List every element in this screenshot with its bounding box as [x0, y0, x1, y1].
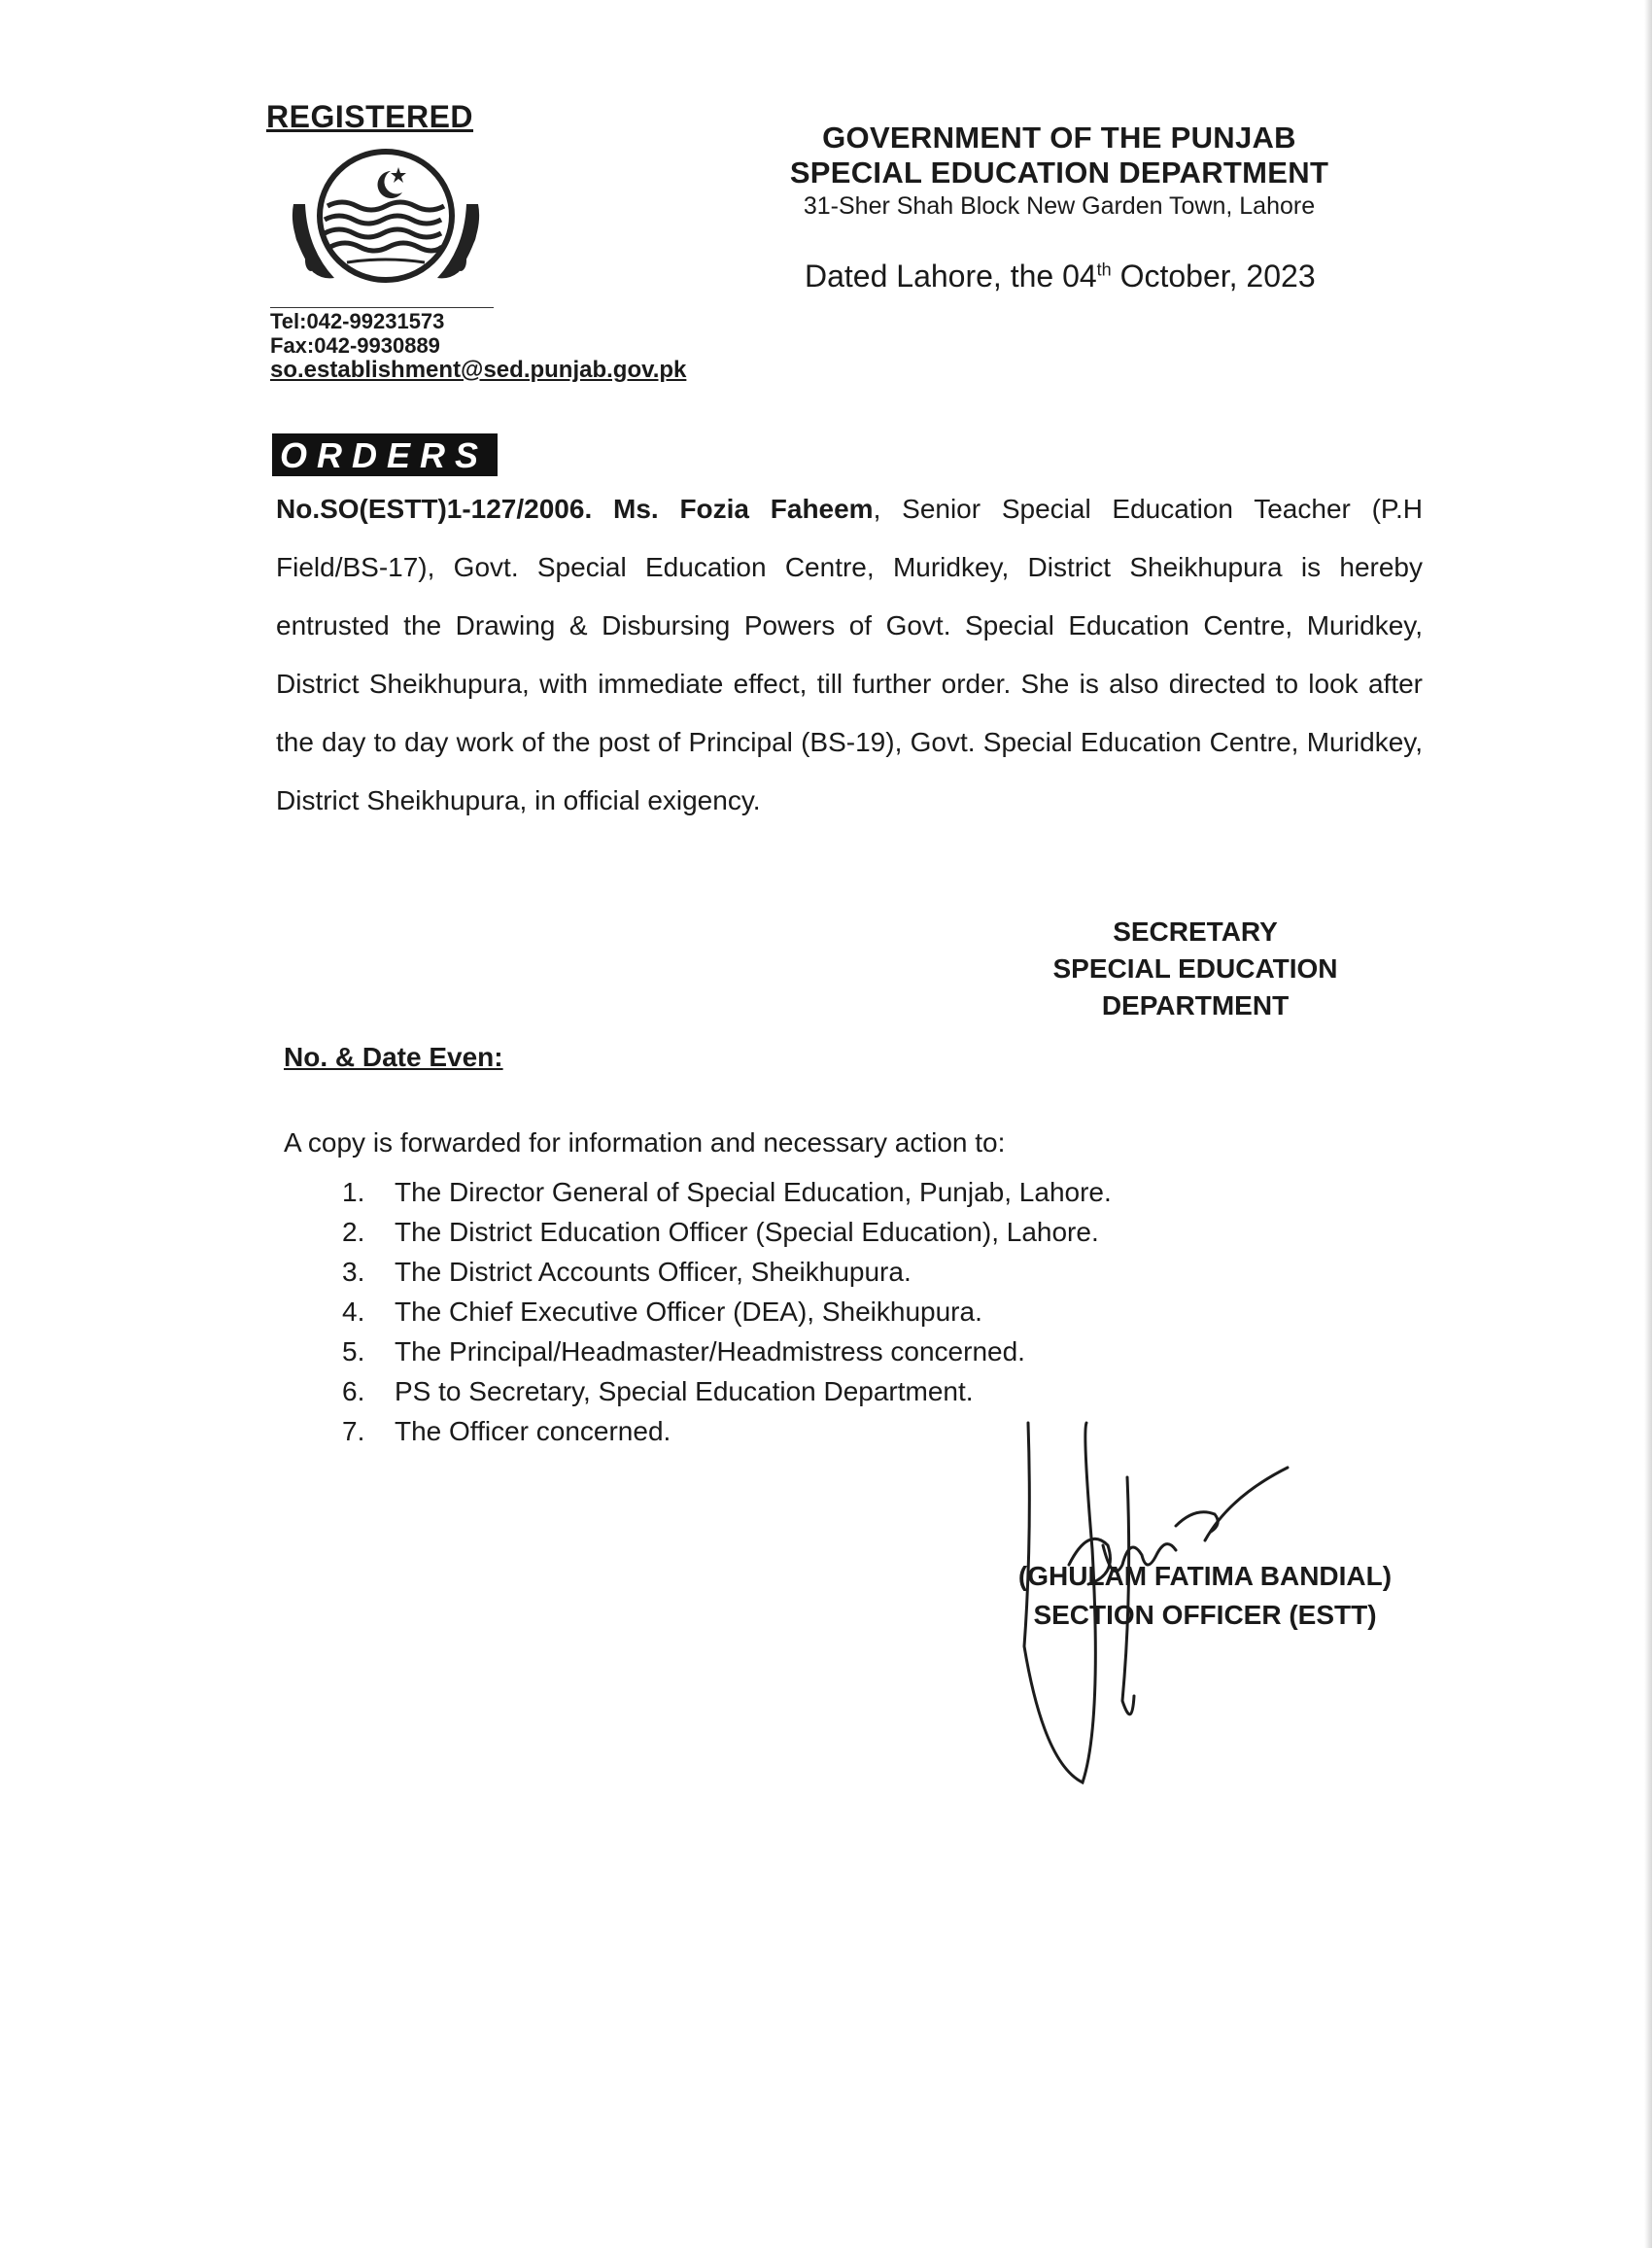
list-text: The District Accounts Officer, Sheikhupura. — [395, 1257, 912, 1287]
list-number: 3. — [342, 1257, 365, 1287]
registered-label: REGISTERED — [266, 99, 474, 134]
list-number: 6. — [342, 1376, 365, 1406]
orders-heading: ORDERS — [272, 433, 498, 476]
date-ordinal: th — [1096, 259, 1112, 280]
secretary-dept-line2: DEPARTMENT — [1101, 990, 1290, 1020]
secretary-dept-line1: SPECIAL EDUCATION — [1052, 953, 1338, 984]
list-number: 4. — [342, 1297, 365, 1327]
signatory-name: (GHULAM FATIMA BANDIAL) — [1017, 1561, 1393, 1591]
department-title: SPECIAL EDUCATION DEPARTMENT — [789, 156, 1329, 190]
list-item — [342, 1411, 1112, 1451]
secretary-block — [1011, 914, 1380, 1024]
handwritten-signature — [1011, 1419, 1302, 1788]
signatory-designation: SECTION OFFICER (ESTT) — [1033, 1600, 1377, 1630]
page-edge-shadow — [1644, 0, 1652, 2248]
list-text: The District Education Officer (Special Education), Lahore. — [395, 1217, 1099, 1247]
list-text: The Chief Executive Officer (DEA), Sheikhupura. — [395, 1297, 982, 1327]
contact-divider — [270, 307, 494, 308]
copy-intro: A copy is forwarded for information and necessary action to: — [284, 1127, 1006, 1158]
employee-name: Ms. Fozia Faheem — [613, 494, 874, 524]
list-item — [342, 1252, 1112, 1292]
list-number: 7. — [342, 1416, 365, 1446]
department-address: 31-Sher Shah Block New Garden Town, Lahore — [803, 192, 1316, 220]
recipient-list — [342, 1172, 1112, 1451]
order-body — [276, 480, 1423, 830]
list-number: 5. — [342, 1336, 365, 1366]
list-number: 1. — [342, 1177, 365, 1207]
list-number: 2. — [342, 1217, 365, 1247]
list-text: The Principal/Headmaster/Headmistress concerned. — [395, 1336, 1025, 1366]
list-text: The Director General of Special Education, Punjab, Lahore. — [395, 1177, 1112, 1207]
list-item — [342, 1371, 1112, 1411]
list-text: The Officer concerned. — [395, 1416, 671, 1446]
list-text: PS to Secretary, Special Education Department. — [395, 1376, 974, 1406]
list-item — [342, 1212, 1112, 1252]
list-item — [342, 1292, 1112, 1332]
fax-line: Fax:042-9930889 — [270, 333, 440, 358]
secretary-title: SECRETARY — [1113, 916, 1278, 947]
endorsement-heading: No. & Date Even: — [284, 1042, 503, 1072]
punjab-emblem-icon — [274, 146, 498, 296]
date-suffix: October, 2023 — [1111, 259, 1316, 294]
list-item — [342, 1332, 1112, 1371]
list-item — [342, 1172, 1112, 1212]
order-text: , Senior Special Education Teacher (P.H Field/BS-17), Govt. Special Education Centre, Muridkey, District Sheikhupura is hereby entrusted the Drawing & Disbursing Powers of Govt. Special Education Centre, Muridkey, District Sheikhupura, with immediate effect, till further order. She is also directed to look after the day to day work of the post of Principal (BS-19), Govt. Special Education Centre, Muridkey, District Sheikhupura, in official exigency. — [276, 494, 1423, 815]
contact-block — [270, 309, 717, 382]
email-link[interactable]: so.establishment@sed.punjab.gov.pk — [270, 357, 687, 383]
government-title: GOVERNMENT OF THE PUNJAB — [822, 121, 1296, 155]
date-line — [805, 259, 1316, 294]
date-prefix: Dated Lahore, the 04 — [805, 259, 1097, 294]
tel-line: Tel:042-99231573 — [270, 309, 445, 333]
order-reference: No.SO(ESTT)1-127/2006. — [276, 494, 593, 524]
department-header — [700, 121, 1419, 222]
